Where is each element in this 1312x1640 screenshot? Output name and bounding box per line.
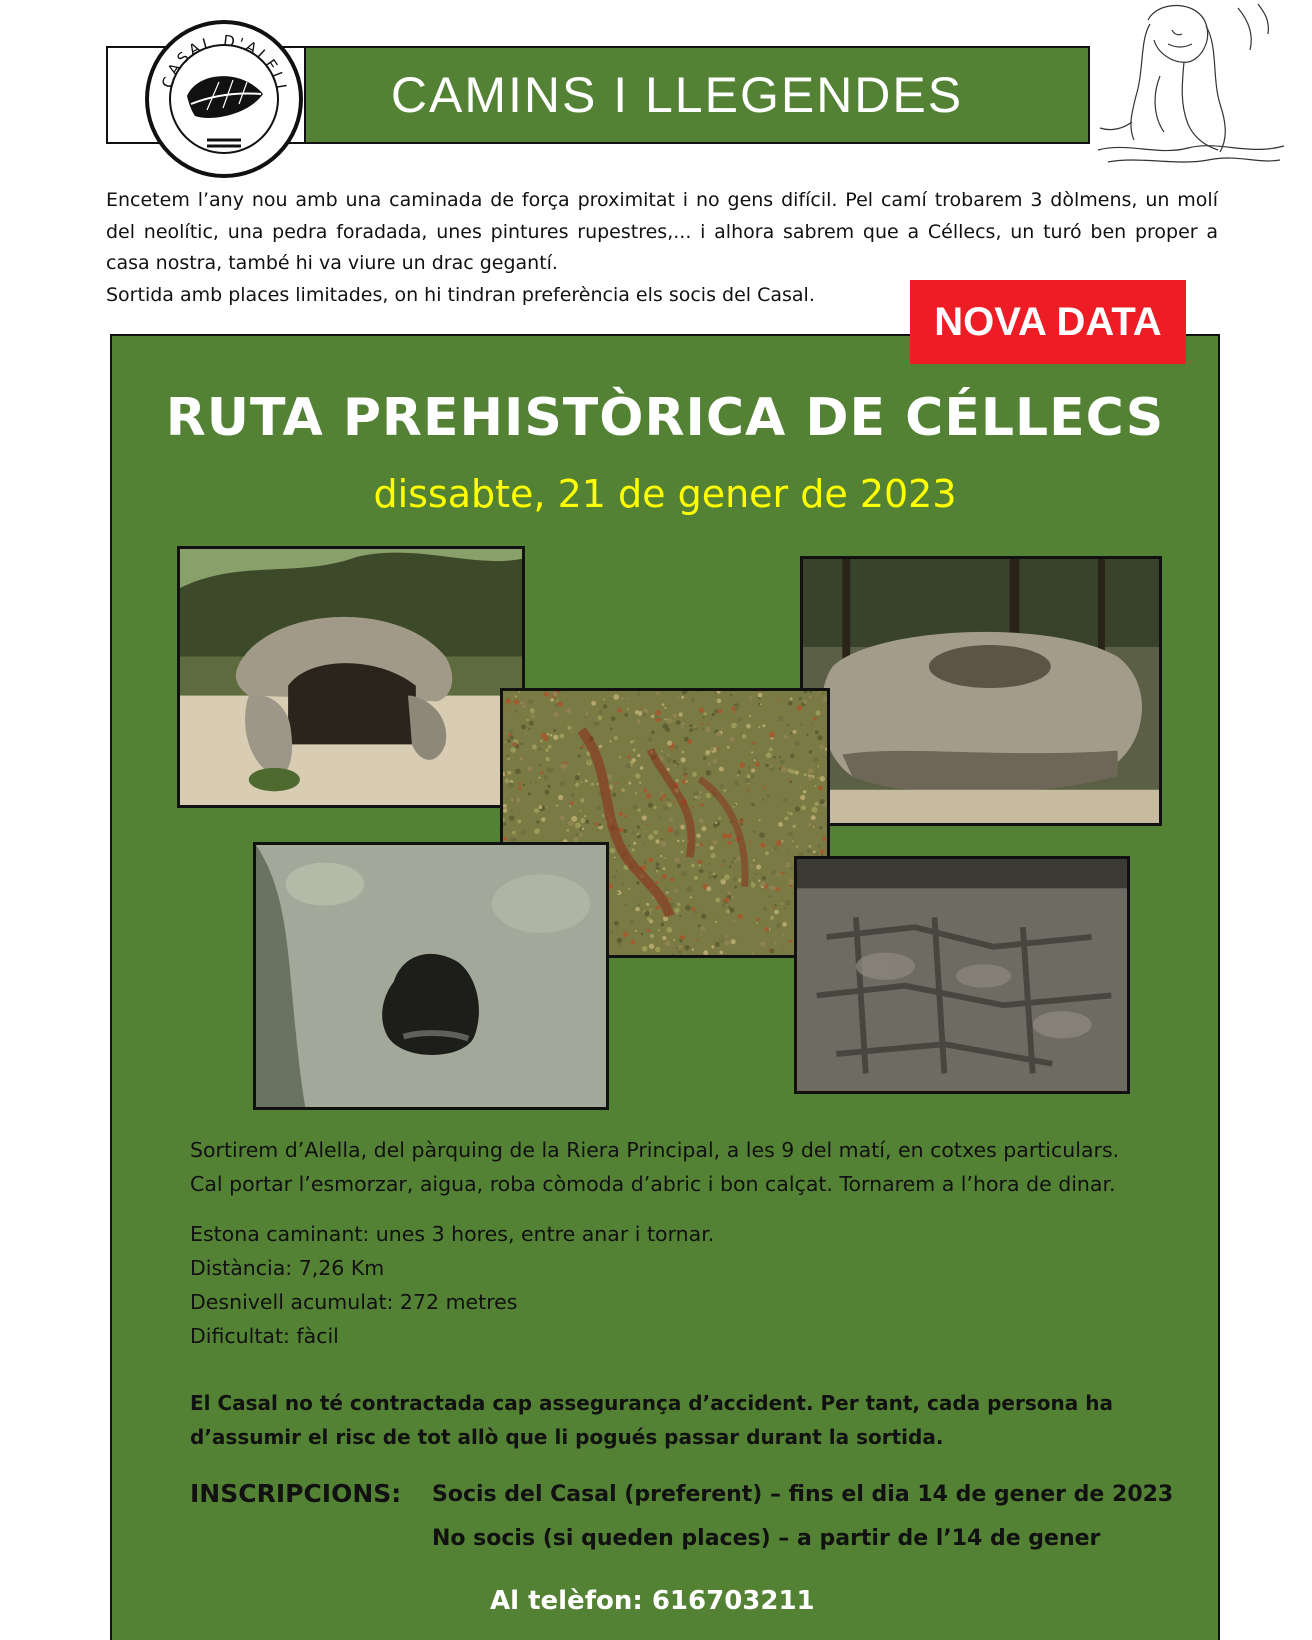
intro-note: Sortida amb places limitades, on hi tindran preferència els socis del Casal. xyxy=(106,283,815,306)
carved-rock-photo xyxy=(794,856,1130,1094)
route-title: RUTA PREHISTÒRICA DE CÉLLECS xyxy=(165,388,1165,448)
new-date-label: NOVA DATA xyxy=(934,299,1162,344)
spec-elevation: Desnivell acumulat: 272 metres xyxy=(190,1290,518,1314)
inscriptions-non-members: No socis (si queden places) – a partir de l’14 de gener xyxy=(432,1526,1101,1551)
header-title-box xyxy=(304,48,1088,142)
new-date-badge xyxy=(910,280,1186,364)
inscriptions-members: Socis del Casal (preferent) – fins el dia 14 de gener de 2023 xyxy=(432,1482,1174,1507)
spec-difficulty: Dificultat: fàcil xyxy=(190,1324,339,1348)
insurance-warning: El Casal no té contractada cap assegurança d’accident. Per tant, cada persona ha d’assumir el risc de tot allò que li pogués passar durant la sortida. xyxy=(190,1391,1113,1449)
spec-duration: Estona caminant: unes 3 hores, entre anar i tornar. xyxy=(190,1222,715,1246)
intro-paragraph: Encetem l’any nou amb una caminada de força proximitat i no gens difícil. Pel camí trobarem 3 dòlmens, un molí del neolític, una pedra foradada, unes pintures rupestres,... i alhora sabrem que a Céllecs, un turó ben proper a casa nostra, també hi va viure un drac gegantí. xyxy=(106,189,1218,274)
header-title: CAMINS I LLEGENDES xyxy=(390,67,964,123)
route-date: dissabte, 21 de gener de 2023 xyxy=(373,472,957,516)
logistics-text xyxy=(190,1133,1190,1201)
pierced-stone-photo xyxy=(253,842,609,1110)
logistics-line-2: Cal portar l’esmorzar, aigua, roba còmoda d’abric i bon calçat. Tornarem a l’hora de dinar. xyxy=(190,1172,1116,1196)
spec-distance: Distància: 7,26 Km xyxy=(190,1256,385,1280)
rock-basin-photo xyxy=(800,556,1162,826)
logistics-line-1: Sortirem d’Alella, del pàrquing de la Riera Principal, a les 9 del matí, en cotxes particulars. xyxy=(190,1138,1120,1162)
route-specs xyxy=(190,1217,1190,1353)
dolmen-photo xyxy=(177,546,525,808)
woman-sketch-icon xyxy=(1088,0,1288,172)
feather-icon xyxy=(149,24,299,174)
contact-phone[interactable]: Al telèfon: 616703211 xyxy=(490,1586,815,1616)
inscriptions-label: INSCRIPCIONS: xyxy=(190,1479,402,1508)
casal-logo xyxy=(145,20,303,178)
svg-text:CASAL D'ALELLA: CASAL D'ALELL xyxy=(158,31,292,98)
